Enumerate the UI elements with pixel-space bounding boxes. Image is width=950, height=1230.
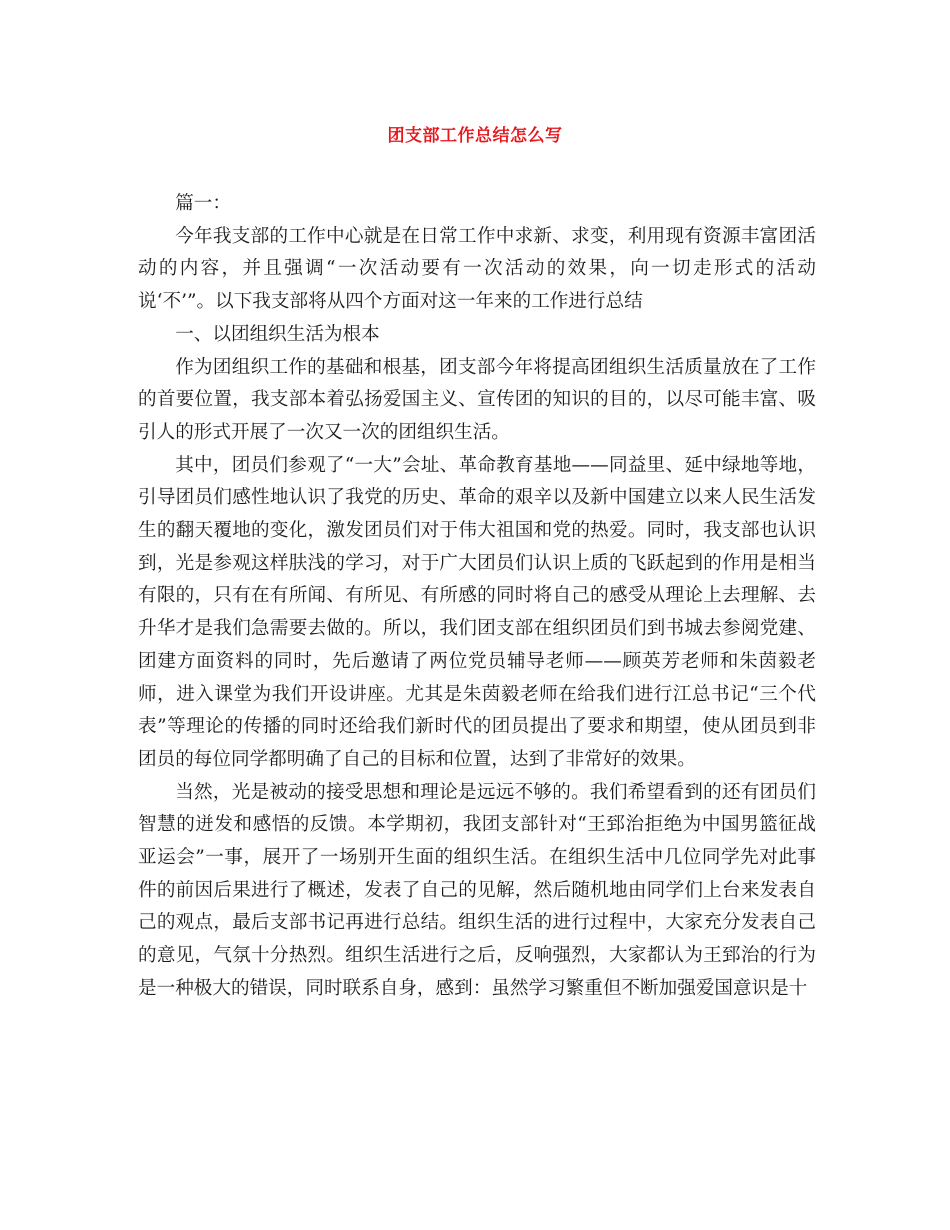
paragraph: 当然，光是被动的接受思想和理论是远远不够的。我们希望看到的还有团员们智慧的迸发和感悟的反馈。本学期初，我团支部针对“王郅治拒绝为中国男篮征战亚运会”一事，展开了一场别开生面的组织生活。在组织生活中几位同学先对此事件的前因后果进行了概述，发表了自己的见解，然后随机地由同学们上台来发表自己的观点，最后支部书记再进行总结。组织生活的进行过程中，大家充分发表自己的意见，气氛十分热烈。组织生活进行之后，反响强烈，大家都认为王郅治的行为是一种极大的错误，同时联系自身，感到：虽然学习繁重但不断加强爱国意识是十 bbox=[138, 781, 816, 999]
document-title: 团支部工作总结怎么写 bbox=[387, 126, 563, 146]
paragraph: 作为团组织工作的基础和根基，团支部今年将提高团组织生活质量放在了工作的首要位置，我支部本着弘扬爱国主义、宣传团的知识的目的，以尽可能丰富、吸引人的形式开展了一次又一次的团组织生活。 bbox=[138, 356, 816, 443]
section-heading: 一、以团组织生活为根本 bbox=[175, 323, 380, 345]
section-label: 篇一： bbox=[175, 193, 231, 214]
document-body bbox=[138, 188, 816, 1006]
paragraph: 其中，团员们参观了“一大”会址、革命教育基地——同益里、延中绿地等地，引导团员们感性地认识了我党的历史、革命的艰辛以及新中国建立以来人民生活发生的翻天覆地的变化，激发团员们对于伟大祖国和党的热爱。同时，我支部也认识到，光是参观这样肤浅的学习，对于广大团员们认识上质的飞跃起到的作用是相当有限的，只有在有所闻、有所见、有所感的同时将自己的感受从理论上去理解、去升华才是我们急需要去做的。所以，我们团支部在组织团员们到书城去参阅党建、团建方面资料的同时，先后邀请了两位党员辅导老师——顾英芳老师和朱茵毅老师，进入课堂为我们开设讲座。尤其是朱茵毅老师在给我们进行江总书记“三个代表”等理论的传播的同时还给我们新时代的团员提出了要求和期望，使从团员到非团员的每位同学都明确了自己的目标和位置，达到了非常好的效果。 bbox=[138, 454, 816, 770]
paragraph: 今年我支部的工作中心就是在日常工作中求新、求变，利用现有资源丰富团活动的内容，并且强调“一次活动要有一次活动的效果，向一切走形式的活动说‘不’”。以下我支部将从四个方面对这一年来的工作进行总结 bbox=[138, 225, 816, 313]
